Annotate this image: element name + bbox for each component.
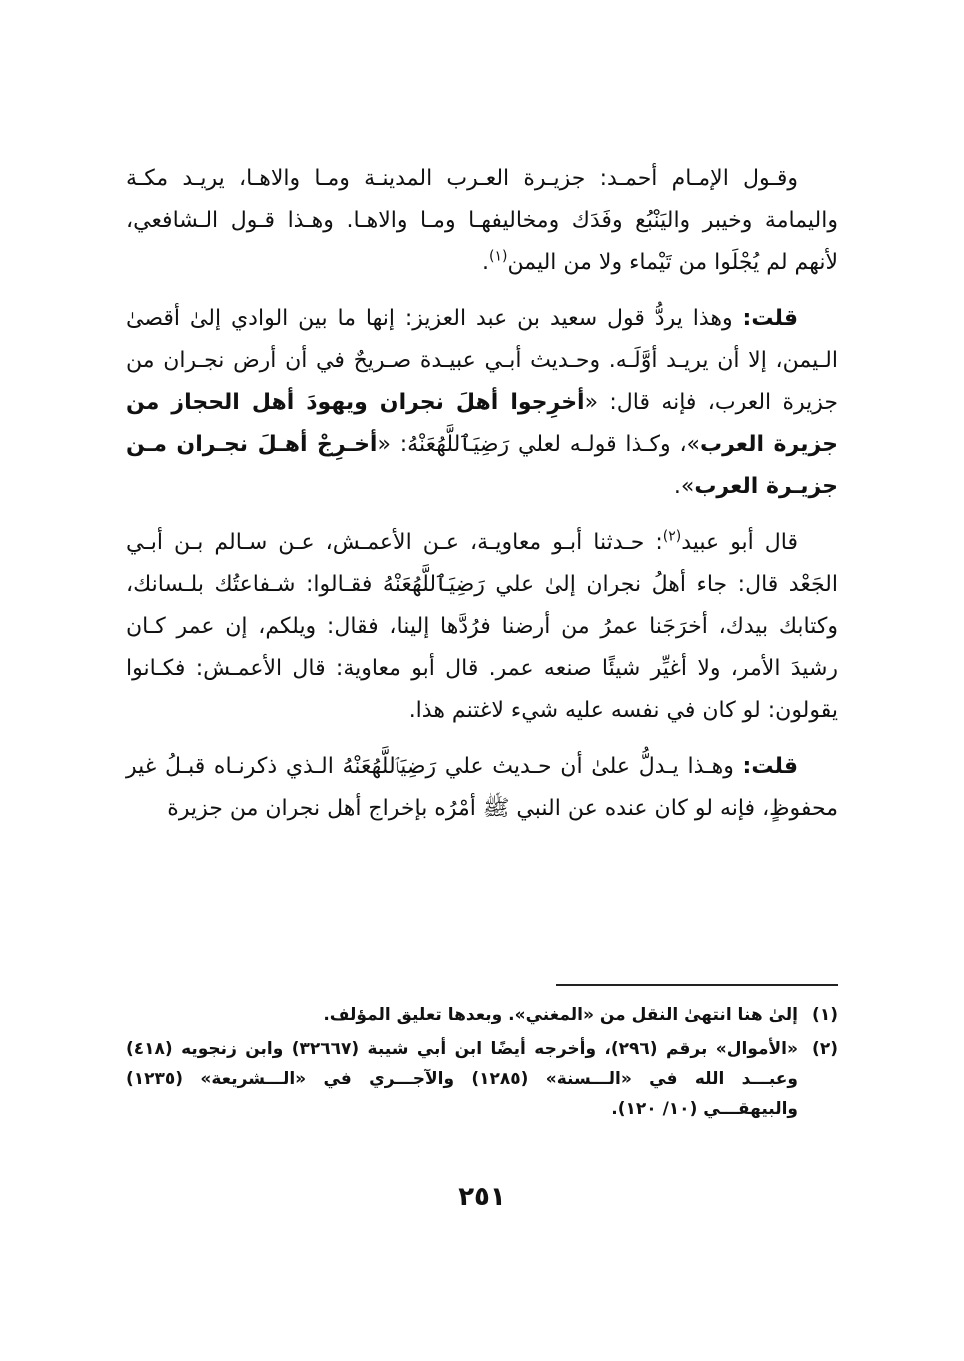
page-number: ٢٥١ xyxy=(458,1182,506,1212)
paragraph-2-lead: قلت: xyxy=(742,306,799,331)
paragraph-1 xyxy=(126,158,838,284)
footnote-ref-1[interactable]: (١) xyxy=(489,248,508,265)
paragraph-2-text-1: وهذا يردُّ قول سعيد بن عبد العزيز: إنها ما بين الوادي إلىٰ أقصىٰ الـيمن، إلا أن يريـد أوَّلَـه. وحـديث أبـي عبيـدة صـريحٌ في أن أرض نجـران من جزيرة العرب، فإنه قال: « xyxy=(126,306,839,415)
paragraph-4-lead: قلت: xyxy=(742,754,799,779)
paragraph-1-text: وقـول الإمـام أحمـد: جزيـرة العـرب المدينـة ومـا والاهـا، يريـد مكـة واليمامة وخيبر واليَنْبُع وفَدَك ومخاليفهـا ومـا والاهـا. وهـذا قـول الـشافعي، لأنهم لم يُجْلَوا من تَيْماء ولا من اليمن xyxy=(126,166,838,275)
footnote-1-number: (١) xyxy=(812,1005,838,1025)
footnote-1-text: إلىٰ هنا انتهىٰ النقل من «المغني». وبعدها تعليق المؤلف. xyxy=(323,1005,798,1025)
paragraph-2-text-3: ». xyxy=(673,474,695,499)
footnote-ref-2[interactable]: (٢) xyxy=(662,528,682,545)
paragraph-3-text-1: قال أبو عبيد xyxy=(681,530,799,555)
paragraph-2-text-2: »، وكـذا قولـه لعلي رَضِيَٱللَّهُعَنْهُ: « xyxy=(377,432,701,457)
footnotes xyxy=(126,1000,838,1128)
footnote-2-text: «الأموال» برقم (٢٩٦)، وأخرجه أيضًا ابن أبي شيبة (٣٢٦٦٧) وابن زنجويه (٤١٨) وعبـــد الله في «الـــسنة» (١٢٨٥) والآجـــري في «الـــشريعة» (١٢٣٥) والبيهقـــي (١٠/ ١٢٠). xyxy=(126,1039,798,1119)
paragraph-3 xyxy=(126,522,838,732)
footnote-1 xyxy=(126,1000,838,1030)
hadith-quote-1: أخرِجوا أهلَ نجران ويهودَ أهل الحجاز من جزيرة العرب xyxy=(126,390,838,457)
hadith-quote-2: أخـرِجْ أهـلَ نجـران مـن جزيـرة العرب xyxy=(126,432,838,499)
footnote-2 xyxy=(126,1034,838,1124)
footnote-divider xyxy=(556,984,838,986)
paragraph-3-text-2: : حـدثنا أبـو معاويـة، عـن الأعمـش، عـن سـالم بـن أبـي الجَعْد قال: جاء أهلُ نجران إلىٰ علي رَضِيَٱللَّهُعَنْهُ فقـالوا: شـفاعتُك بلـسانك، وكتابك بيدك، أخرَجَنا عمرُ من أرضنا فرُدَّها إلينا، فقال: ويلكم، إن عمر كـان رشيدَ الأمر، ولا أغيِّر شيئًا صنعه عمر. قال أبو معاوية: قال الأعمـش: فكـانوا يقولون: لو كان في نفسه عليه شيء لاغتنم هذا. xyxy=(126,530,838,723)
paragraph-4 xyxy=(126,746,838,830)
paragraph-2 xyxy=(126,298,838,508)
paragraph-1-end: . xyxy=(482,250,490,275)
footnote-2-number: (٢) xyxy=(812,1039,838,1059)
main-text xyxy=(126,158,838,844)
paragraph-4-text: وهـذا يـدلُّ علىٰ أن حـديث علي رَضِيَٱللَّهُعَنْهُ الـذي ذكرنـاه قبـلُ غير محفوظٍ، فإنه لو كان عنده عن النبي ﷺ أمْرُه بإخراج أهل نجران من جزيرة xyxy=(126,754,838,821)
